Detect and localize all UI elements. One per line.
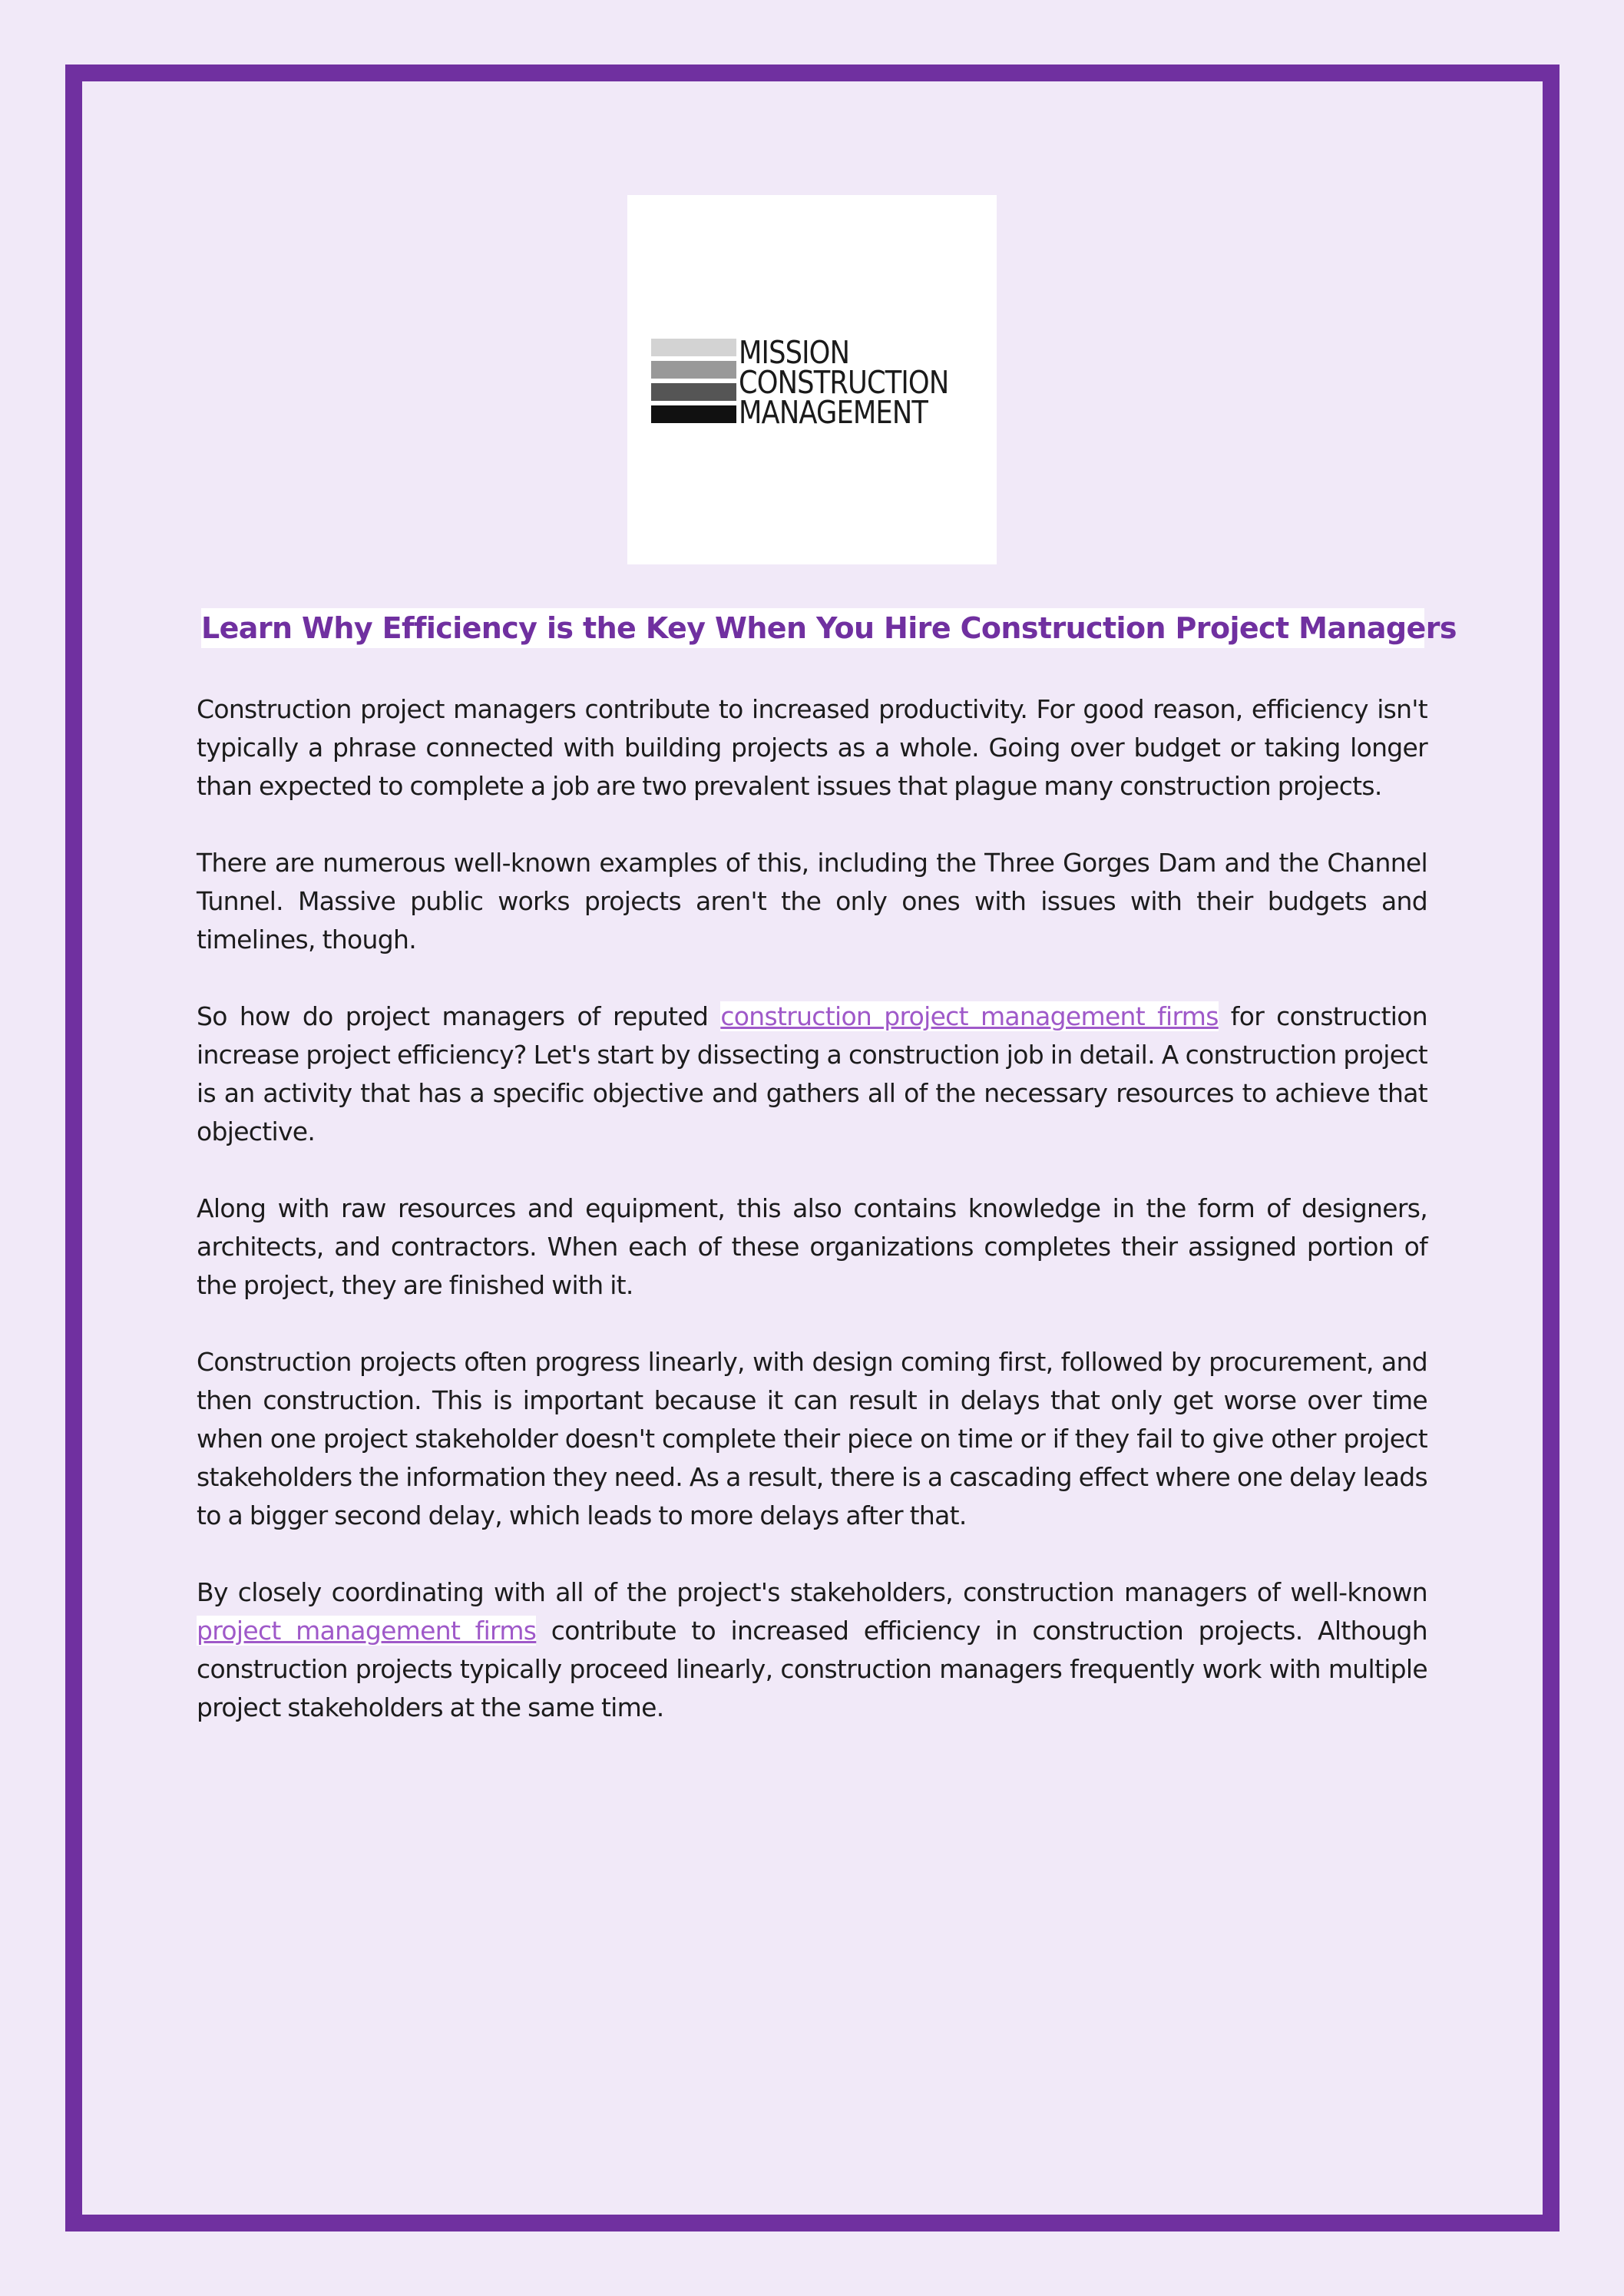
logo-wordmark <box>739 334 949 431</box>
paragraph-4: Along with raw resources and equipment, this also contains knowledge in the form of designers, architects, and contractors. When each of these organizations completes their assigned portion of the project, they are finished with it. <box>197 1193 1427 1300</box>
paragraph-1: Construction project managers contribute to increased productivity. For good reason, efficiency isn't typically a phrase connected with building projects as a whole. Going over budget or taking longer than expected to complete a job are two prevalent issues that plague many construction projects. <box>197 694 1427 801</box>
logo-line-1: MISSION <box>739 334 850 371</box>
logo-bar-2 <box>651 361 736 379</box>
paragraph-2: There are numerous well-known examples of this, including the Three Gorges Dam and the Channel Tunnel. Massive public works projects aren't the only ones with issues with their budgets and timelines, though. <box>197 848 1427 954</box>
article-title: Learn Why Efficiency is the Key When You Hire Construction Project Managers <box>201 608 1424 648</box>
paragraph-6-text-start: By closely coordinating with all of the project's stakeholders, construction managers of well-known <box>197 1577 1427 1607</box>
paragraph-3-text-end: for construction increase project efficiency? Let's start by dissecting a construction job in detail. A construction project is an activity that has a specific objective and gathers all of the necessary resources to achieve that objective. <box>197 1001 1427 1146</box>
paragraph-6 <box>197 1573 1427 1727</box>
pm-firms-link[interactable]: project management firms <box>197 1616 537 1646</box>
company-logo <box>627 195 997 564</box>
logo-line-2: CONSTRUCTION <box>739 364 949 401</box>
paragraph-3-text-start: So how do project managers of reputed <box>197 1001 721 1031</box>
logo-line-3: MANAGEMENT <box>739 394 928 431</box>
article-body <box>197 690 1427 1765</box>
logo-bar-4 <box>651 405 736 423</box>
paragraph-5: Construction projects often progress linearly, with design coming first, followed by procurement, and then construction. This is important because it can result in delays that only get worse over time when one project stakeholder doesn't complete their piece on time or if they fail to give other project stakeholders the information they need. As a result, there is a cascading effect where one delay leads to a bigger second delay, which leads to more delays after that. <box>197 1347 1427 1530</box>
logo-bar-1 <box>651 339 736 356</box>
construction-pm-firms-link[interactable]: construction project management firms <box>720 1001 1219 1031</box>
paragraph-6-text-end: contribute to increased efficiency in construction projects. Although construction projects typically proceed linearly, construction managers frequently work with multiple project stakeholders at the same time. <box>197 1616 1428 1722</box>
logo-bar-3 <box>651 383 736 401</box>
logo-bars-graphic <box>651 339 736 428</box>
paragraph-3 <box>197 997 1427 1151</box>
